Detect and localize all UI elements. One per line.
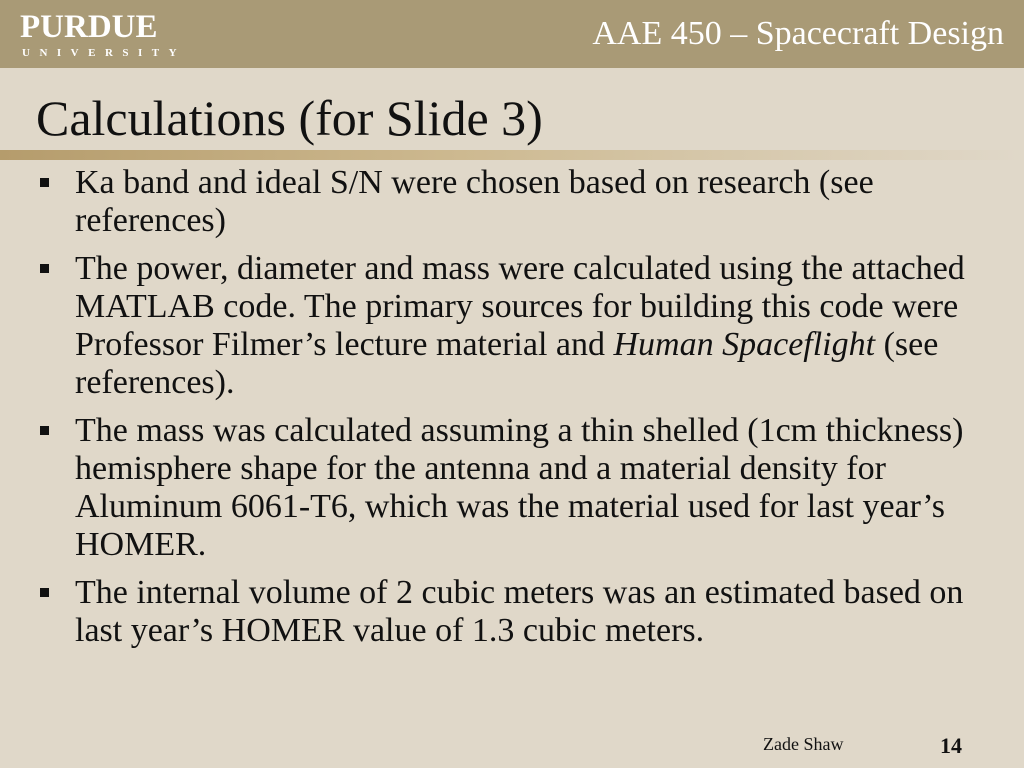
- square-bullet-icon: [40, 178, 49, 187]
- bullet-text: The internal volume of 2 cubic meters was an estimated based on last year’s HOMER value of 1.3 cubic meters.: [75, 574, 964, 649]
- bullet-text-end: (see references).: [75, 326, 939, 401]
- book-title-emphasis: Human Spaceflight: [613, 326, 876, 363]
- slide-number: 14: [940, 733, 962, 758]
- slide-title: Calculations (for Slide 3): [36, 90, 543, 146]
- square-bullet-icon: [40, 264, 49, 273]
- bullet-item: [0, 164, 1024, 240]
- author-name: Zade Shaw: [763, 734, 844, 754]
- title-divider: [0, 150, 1024, 160]
- bullet-list: [0, 164, 1024, 660]
- square-bullet-icon: [40, 588, 49, 597]
- bullet-text: Ka band and ideal S/N were chosen based on research (see references): [75, 164, 874, 239]
- logo-subtitle: UNIVERSITY: [22, 47, 187, 59]
- bullet-text: The mass was calculated assuming a thin shelled (1cm thickness) hemisphere shape for the antenna and a material density for Aluminum 6061-T6, which was the material used for last year’s HOMER.: [75, 412, 964, 563]
- header-bar: [0, 0, 1024, 68]
- bullet-text: The power, diameter and mass were calculated using the attached MATLAB code. The primary sources for building this code were Professor Filmer’s lecture material and: [75, 250, 965, 363]
- bullet-item: [0, 412, 1024, 564]
- logo-wordmark: PURDUE: [20, 9, 158, 45]
- square-bullet-icon: [40, 426, 49, 435]
- course-title: AAE 450 – Spacecraft Design: [592, 15, 1004, 52]
- bullet-item: [0, 250, 1024, 402]
- bullet-item: [0, 574, 1024, 650]
- purdue-logo: [20, 8, 187, 62]
